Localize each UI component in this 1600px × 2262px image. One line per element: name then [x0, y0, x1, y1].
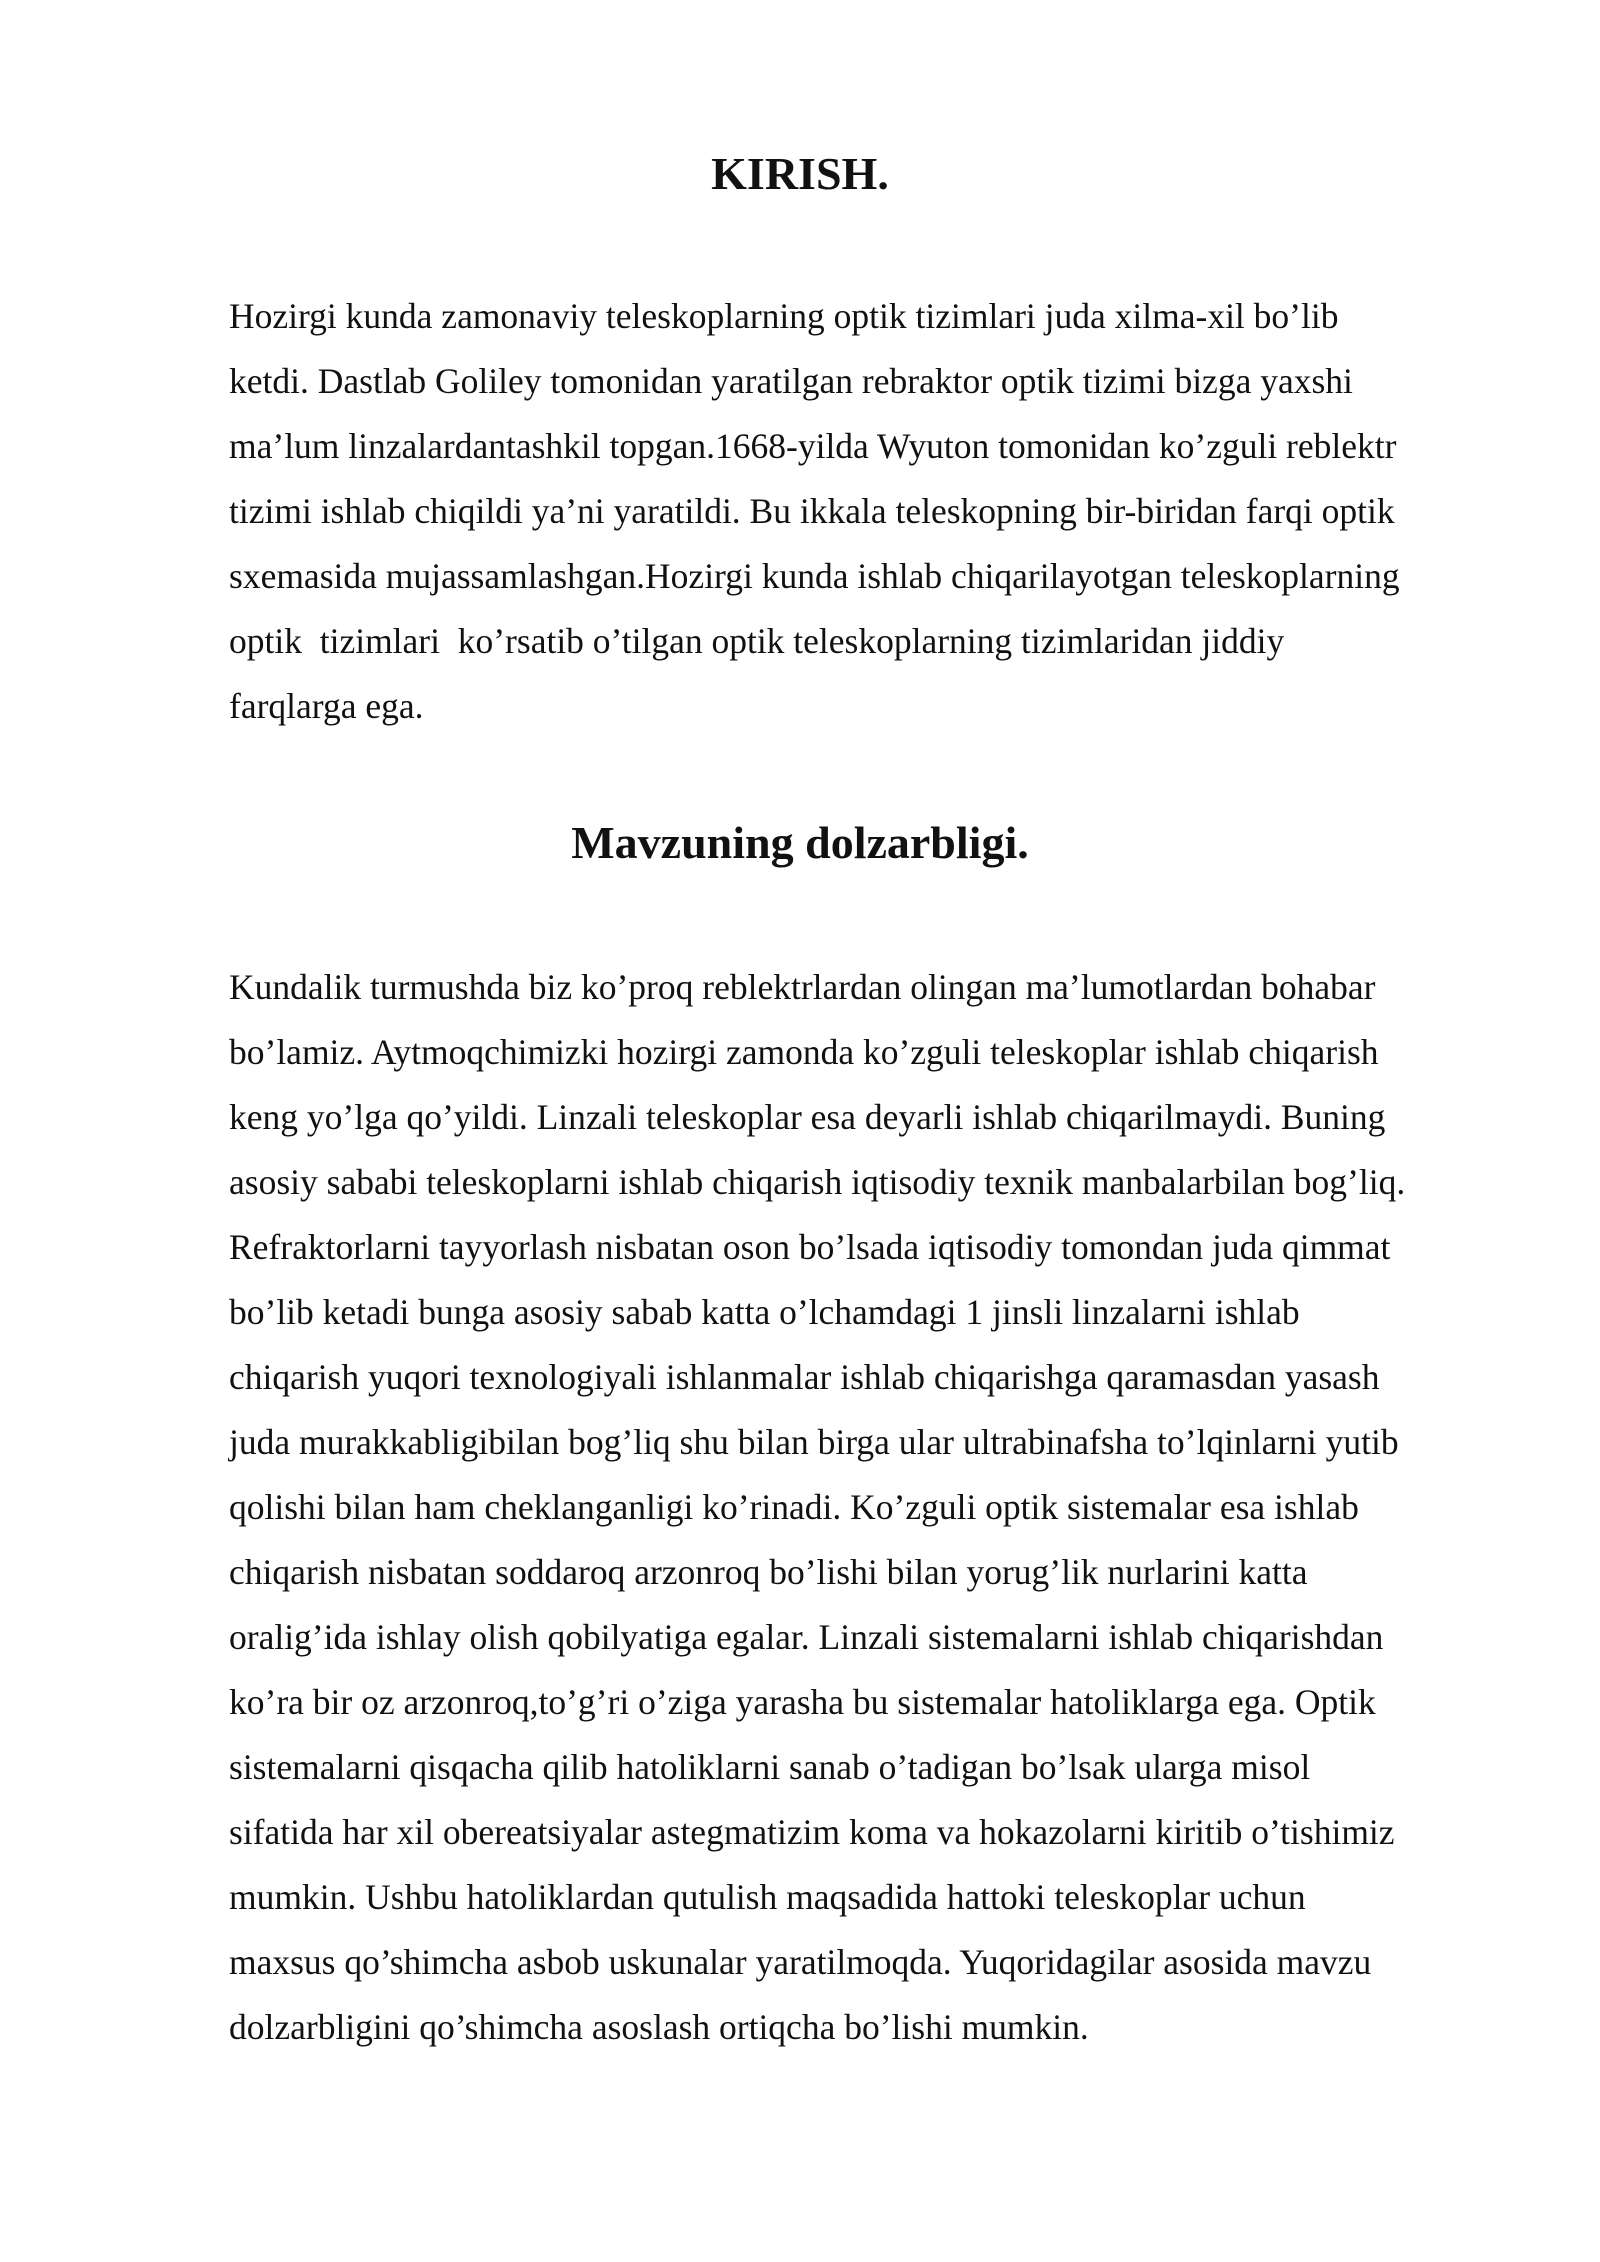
paragraph-line: dolzarbligini qo’shimcha asoslash ortiqcha bo’lishi mumkin. [229, 2007, 1089, 2047]
paragraph-line: bo’lamiz. Aytmoqchimizki hozirgi zamonda ko’zguli teleskoplar ishlab chiqarish [229, 1032, 1379, 1072]
intro-heading: KIRISH. [711, 148, 889, 199]
paragraph-line: Hozirgi kunda zamonaviy teleskoplarning optik tizimlari juda xilma-xil bo’lib [229, 296, 1339, 336]
relevance-heading: Mavzuning dolzarbligi. [571, 817, 1029, 868]
relevance-paragraph [229, 955, 1489, 2060]
paragraph-line: qolishi bilan ham cheklanganligi ko’rinadi. Ko’zguli optik sistemalar esa ishlab [229, 1487, 1359, 1527]
paragraph-line: mumkin. Ushbu hatoliklardan qutulish maqsadida hattoki teleskoplar uchun [229, 1877, 1306, 1917]
paragraph-line: sifatida har xil obereatsiyalar astegmatizim koma va hokazolarni kiritib o’tishimiz [229, 1812, 1395, 1852]
paragraph-line: chiqarish nisbatan soddaroq arzonroq bo’lishi bilan yorug’lik nurlarini katta [229, 1552, 1308, 1592]
paragraph-line: asosiy sababi teleskoplarni ishlab chiqarish iqtisodiy texnik manbalarbilan bog’liq. [229, 1162, 1406, 1202]
paragraph-line: sistemalarni qisqacha qilib hatoliklarni sanab o’tadigan bo’lsak ularga misol [229, 1747, 1311, 1787]
paragraph-line: bo’lib ketadi bunga asosiy sabab katta o’lchamdagi 1 jinsli linzalarni ishlab [229, 1292, 1300, 1332]
paragraph-line: maxsus qo’shimcha asbob uskunalar yaratilmoqda. Yuqoridagilar asosida mavzu [229, 1942, 1372, 1982]
paragraph-line: chiqarish yuqori texnologiyali ishlanmalar ishlab chiqarishga qaramasdan yasash [229, 1357, 1380, 1397]
intro-paragraph [229, 284, 1489, 739]
paragraph-line: juda murakkabligibilan bog’liq shu bilan birga ular ultrabinafsha to’lqinlarni yutib [229, 1422, 1399, 1462]
paragraph-line: tizimi ishlab chiqildi ya’ni yaratildi. Bu ikkala teleskopning bir-biridan farqi optik [229, 491, 1395, 531]
paragraph-line: sxemasida mujassamlashgan.Hozirgi kunda ishlab chiqarilayotgan teleskoplarning [229, 556, 1400, 596]
paragraph-line: oralig’ida ishlay olish qobilyatiga egalar. Linzali sistemalarni ishlab chiqarishdan [229, 1617, 1384, 1657]
paragraph-line: keng yo’lga qo’yildi. Linzali teleskoplar esa deyarli ishlab chiqarilmaydi. Buning [229, 1097, 1386, 1137]
paragraph-line: Refraktorlarni tayyorlash nisbatan oson bo’lsada iqtisodiy tomondan juda qimmat [229, 1227, 1391, 1267]
paragraph-line: ketdi. Dastlab Goliley tomonidan yaratilgan rebraktor optik tizimi bizga yaxshi [229, 361, 1353, 401]
paragraph-line: ma’lum linzalardantashkil topgan.1668-yilda Wyuton tomonidan ko’zguli reblektr [229, 426, 1397, 466]
paragraph-line: Kundalik turmushda biz ko’proq reblektrlardan olingan ma’lumotlardan bohabar [229, 967, 1376, 1007]
paragraph-line: ko’ra bir oz arzonroq,to’g’ri o’ziga yarasha bu sistemalar hatoliklarga ega. Optik [229, 1682, 1376, 1722]
paragraph-line: farqlarga ega. [229, 686, 424, 726]
paragraph-line: optik tizimlari ko’rsatib o’tilgan optik teleskoplarning tizimlaridan jiddiy [229, 621, 1285, 661]
